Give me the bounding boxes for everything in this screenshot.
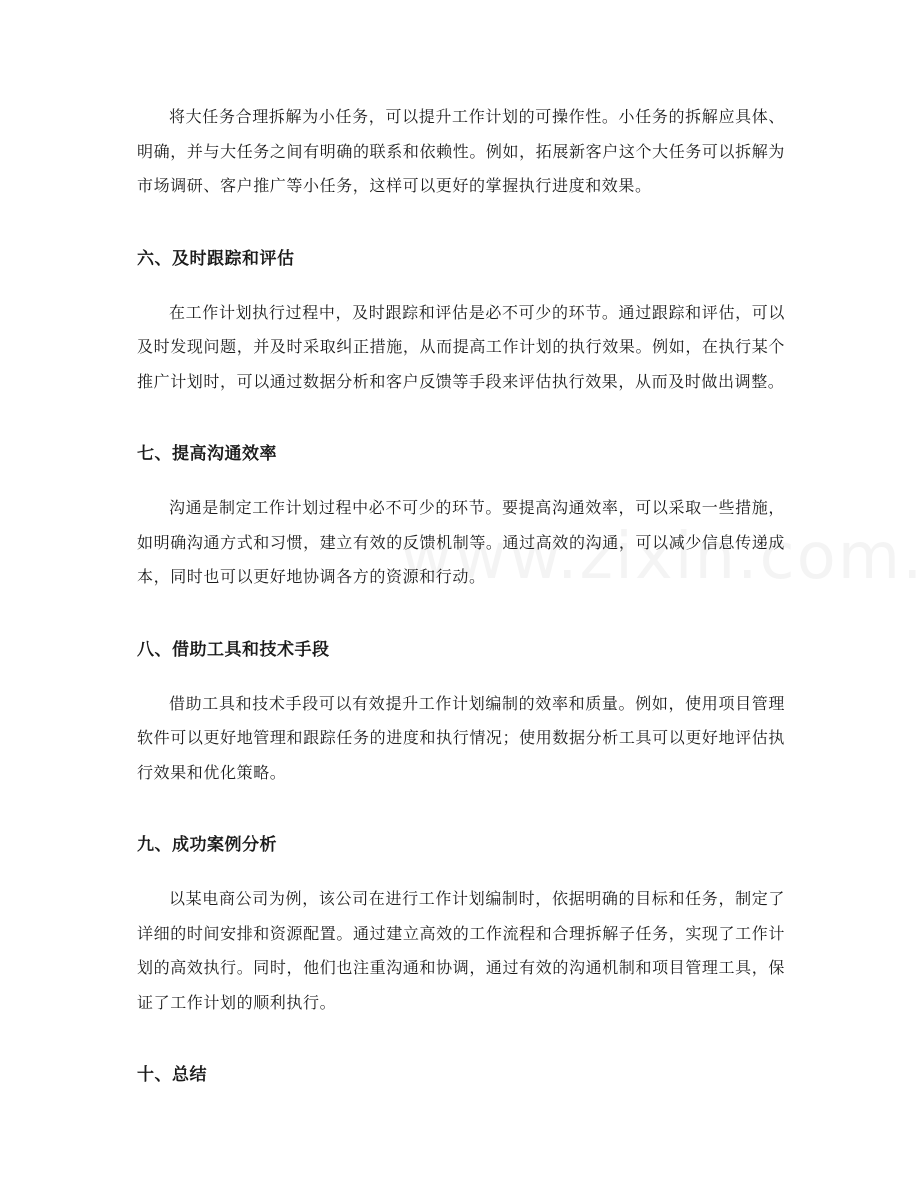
heading-communication-efficiency: 七、提高沟通效率 [137,444,277,464]
paragraph-tracking-evaluation: 在工作计划执行过程中，及时跟踪和评估是必不可少的环节。通过跟踪和评估，可以及时发现问题，并及时采取纠正措施，从而提高工作计划的执行效果。例如，在执行某个推广计划时，可以通过数据分析和客户反馈等手段来评估执行效果，从而及时做出调整。 [137,302,785,391]
paragraph-communication-efficiency: 沟通是制定工作计划过程中必不可少的环节。要提高沟通效率，可以采取一些措施，如明确沟通方式和习惯，建立有效的反馈机制等。通过高效的沟通，可以减少信息传递成本，同时也可以更好地协调各方的资源和行动。 [137,498,785,586]
heading-tracking-evaluation: 六、及时跟踪和评估 [137,248,295,269]
paragraph-tools-technology: 借助工具和技术手段可以有效提升工作计划编制的效率和质量。例如，使用项目管理软件可以更好地管理和跟踪任务的进度和执行情况；使用数据分析工具可以更好地评估执行效果和优化策略。 [137,693,785,782]
heading-tools-technology: 八、借助工具和技术手段 [137,639,330,660]
paragraph-case-analysis: 以某电商公司为例，该公司在进行工作计划编制时，依据明确的目标和任务，制定了详细的时间安排和资源配置。通过建立高效的工作流程和合理拆解子任务，实现了工作计划的高效执行。同时，他们也注重沟通和协调，通过有效的沟通机制和项目管理工具，保证了工作计划的顺利执行。 [137,889,785,1012]
heading-case-analysis: 九、成功案例分析 [137,835,277,855]
paragraph-task-breakdown: 将大任务合理拆解为小任务，可以提升工作计划的可操作性。小任务的拆解应具体、明确，并与大任务之间有明确的联系和依赖性。例如，拓展新客户这个大任务可以拆解为市场调研、客户推广等小任务，这样可以更好的掌握执行进度和效果。 [137,107,785,195]
document-body [137,100,785,1087]
heading-summary: 十、总结 [137,1065,207,1085]
